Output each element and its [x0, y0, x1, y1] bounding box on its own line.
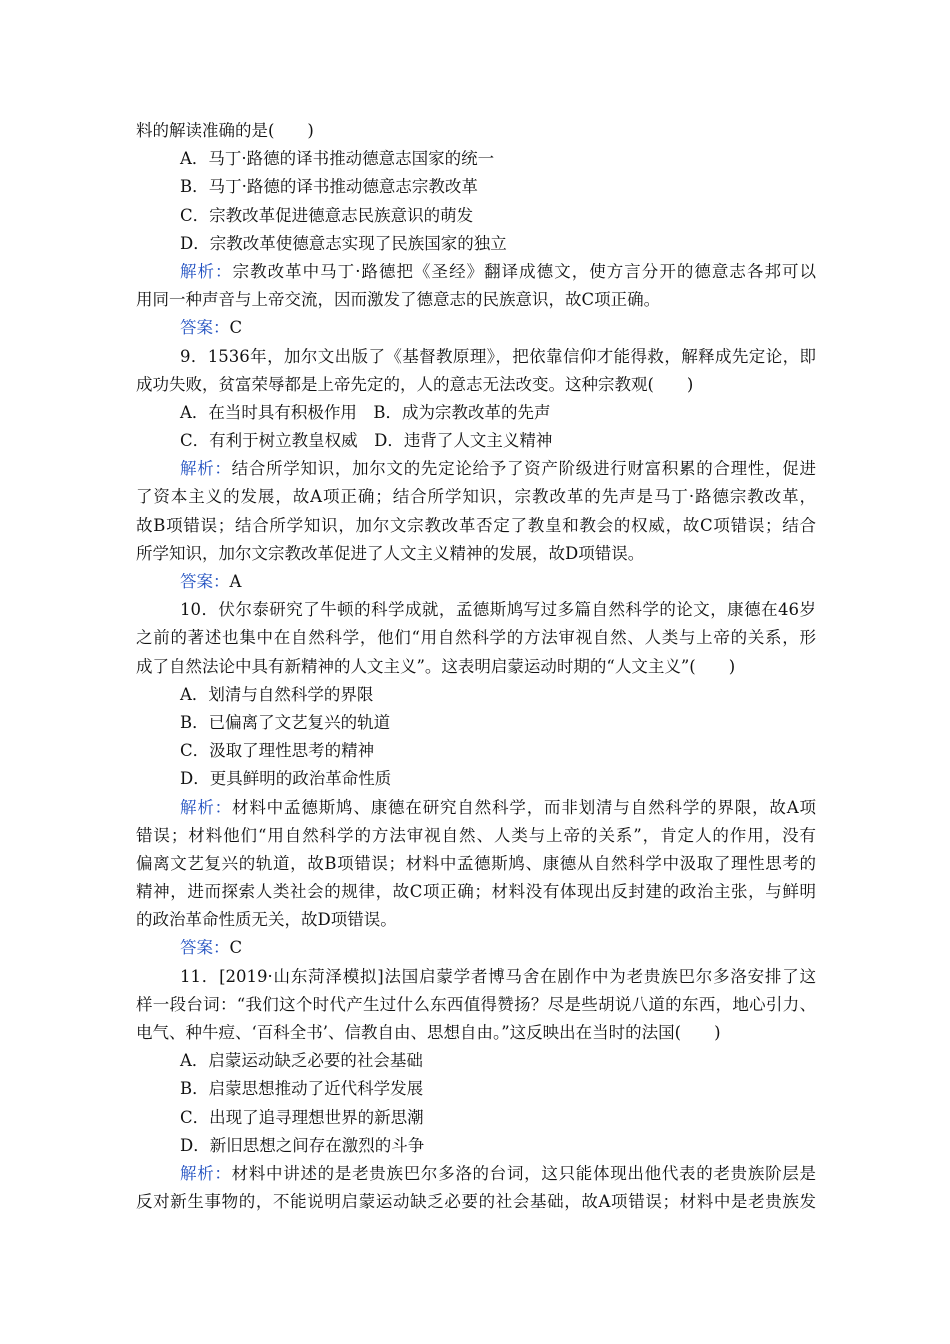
q8-answer-value: C — [229, 318, 243, 338]
q9-options-cd: C．有利于树立教皇权威 D．违背了人文主义精神 — [180, 431, 553, 451]
document-body — [136, 117, 816, 1216]
q9-answer-label: 答案： — [180, 572, 230, 591]
q10-analysis-line-3: 偏离文艺复兴的轨道，故B项错误；材料中孟德斯鸠、康德从自然科学中汲取了理性思考的 — [136, 853, 816, 873]
q11-option-a: A．启蒙运动缺乏必要的社会基础 — [180, 1051, 423, 1071]
q8-option-c: C．宗教改革促进德意志民族意识的萌发 — [180, 205, 474, 225]
q9-analysis-label: 解析： — [180, 459, 232, 479]
q8-stem-tail: 料的解读准确的是( ) — [136, 121, 314, 140]
q10-answer-value: C — [229, 938, 243, 958]
q11-analysis-line-1: 解析：材料中讲述的是老贵族巴尔多洛的台词，这只能体现出他代表的老贵族阶层是 — [180, 1163, 816, 1183]
q9-stem-line-2: 成功失败，贫富荣辱都是上帝先定的，人的意志无法改变。这种宗教观( ) — [136, 374, 694, 394]
q11-stem-line-3: 电气、种牛痘、‘百科全书’、信教自由、思想自由。”这反映出在当时的法国( ) — [136, 1023, 721, 1042]
q10-stem-line-3: 成了自然法论中具有新精神的人文主义”。这表明启蒙运动时期的“人文主义”( ) — [136, 656, 736, 676]
q11-option-b: B．启蒙思想推动了近代科学发展 — [180, 1079, 424, 1099]
q9-analysis-line-1: 解析：结合所学知识，加尔文的先定论给予了资产阶级进行财富积累的合理性，促进 — [180, 459, 816, 479]
q9-analysis-line-2: 了资本主义的发展，故A项正确；结合所学知识，宗教改革的先声是马丁·路德宗教改革， — [136, 487, 816, 507]
q9-answer — [136, 568, 816, 596]
q8-option-d: D．宗教改革使德意志实现了民族国家的独立 — [180, 233, 507, 253]
q9-options-ab: A．在当时具有积极作用 B．成为宗教改革的先声 — [180, 402, 551, 422]
q10-option-c: C．汲取了理性思考的精神 — [180, 741, 375, 761]
q9-analysis-line-4: 所学知识，加尔文宗教改革促进了人文主义精神的发展，故D项错误。 — [136, 543, 645, 563]
q11-option-c: C．出现了追寻理想世界的新思潮 — [180, 1107, 424, 1127]
q10-analysis-line-1: 解析：材料中孟德斯鸠、康德在研究自然科学，而非划清与自然科学的界限，故A项 — [180, 797, 816, 817]
q8-answer-label: 答案： — [180, 318, 230, 338]
q8-analysis-line-1: 解析：宗教改革中马丁·路德把《圣经》翻译成德文，使方言分开的德意志各邦可以 — [180, 261, 816, 281]
q11-stem-line-2: 样一段台词：“我们这个时代产生过什么东西值得赞扬？尽是些胡说八道的东西，地心引力、 — [136, 994, 816, 1014]
q11-analysis-line-2: 反对新生事物的，不能说明启蒙运动缺乏必要的社会基础，故A项错误；材料中是老贵族发 — [136, 1192, 816, 1212]
q9-stem-line-1: 9．1536年，加尔文出版了《基督教原理》，把依靠信仰才能得救，解释成先定论，即 — [180, 346, 816, 366]
q10-analysis-label: 解析： — [180, 797, 233, 817]
q10-answer — [136, 934, 816, 962]
q10-answer-label: 答案： — [180, 938, 230, 958]
q8-answer — [136, 314, 816, 342]
q11-stem-line-1: 11．[2019·山东菏泽模拟]法国启蒙学者博马舍在剧作中为老贵族巴尔多洛安排了这 — [180, 966, 816, 986]
q10-option-a: A．划清与自然科学的界限 — [180, 684, 374, 704]
q10-analysis-line-2: 错误；材料他们“用自然科学的方法审视自然、人类与上帝的关系”，肯定人的作用，没有 — [136, 825, 816, 845]
q10-option-d: D．更具鲜明的政治革命性质 — [180, 769, 392, 789]
q10-analysis-line-4: 精神，进而探索人类社会的规律，故C项正确；材料没有体现出反封建的政治主张，与鲜明 — [136, 882, 816, 902]
q10-stem-line-2: 之前的著述也集中在自然科学，他们“用自然科学的方法审视自然、人类与上帝的关系，形 — [136, 628, 816, 648]
q10-option-b: B．已偏离了文艺复兴的轨道 — [180, 712, 391, 732]
q9-analysis-line-3: 故B项错误；结合所学知识，加尔文宗教改革否定了教皇和教会的权威，故C项错误；结合 — [136, 515, 816, 535]
q10-stem-line-1: 10．伏尔泰研究了牛顿的科学成就，孟德斯鸠写过多篇自然科学的论文，康德在46岁 — [180, 600, 816, 620]
q9-answer-value: A — [229, 572, 242, 591]
q8-option-b: B．马丁·路德的译书推动德意志宗教改革 — [180, 177, 478, 197]
q8-analysis-label: 解析： — [180, 261, 233, 281]
q10-analysis-line-5: 的政治革命性质无关，故D项错误。 — [136, 910, 397, 930]
q8-option-a: A．马丁·路德的译书推动德意志国家的统一 — [180, 149, 495, 169]
q11-option-d: D．新旧思想之间存在激烈的斗争 — [180, 1135, 425, 1155]
q11-analysis-label: 解析： — [180, 1163, 232, 1183]
q8-analysis-line-2: 用同一种声音与上帝交流，因而激发了德意志的民族意识，故C项正确。 — [136, 290, 661, 310]
